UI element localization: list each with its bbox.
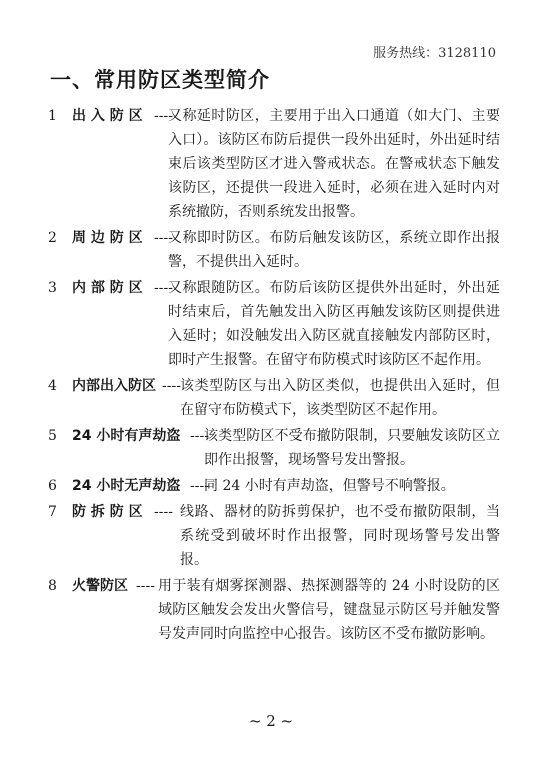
list-item [48,500,500,572]
item-dash: ---- [190,478,209,494]
list-item [48,374,500,422]
item-name: 24 小时无声劫盗 [72,478,181,494]
item-dash: ---- [154,504,173,520]
item-name: 火警防区 [72,578,128,594]
item-number: 2 [48,230,57,246]
item-dash: ---- [190,428,209,444]
item-name: 24 小时有声劫盗 [72,428,181,444]
zone-type-list [48,104,500,648]
item-dash: ---- [154,108,173,124]
item-description: 同 24 小时有声劫盗，但警号不响警报。 [204,478,455,494]
item-description: 又称延时防区，主要用于出入口通道（如大门、主要入口）。该防区布防后提供一段外出延时，外出延时结束后该类型防区才进入警戒状态。在警戒状态下触发该防区，还提供一段进入延时，必须在进入延时内对系统撤防，否则系统发出报警。 [168,108,500,220]
item-number: 1 [48,108,57,124]
item-description: 该类型防区不受布撤防限制，只要触发该防区立即作出报警，现场警号发出警报。 [204,428,500,468]
item-description: 又称跟随防区。布防后该防区提供外出延时，外出延时结束后，首先触发出入防区再触发该防区则提供进入延时；如没触发出入防区就直接触发内部防区时，即时产生报警。在留守布防模式时该防区不起作用。 [168,280,500,368]
section-title: 一、常用防区类型简介 [50,68,270,92]
list-item [48,104,500,224]
item-number: 7 [48,504,57,520]
item-dash: ---- [154,230,173,246]
list-item [48,574,500,646]
list-item [48,424,500,472]
item-number: 6 [48,478,57,494]
hotline: 服务热线：3128110 [373,46,496,61]
item-dash: ---- [154,280,173,296]
item-dash: ---- [162,378,181,394]
list-item [48,276,500,372]
list-item [48,226,500,274]
item-description: 用于装有烟雾探测器、热探测器等的 24 小时设防的区域防区触发会发出火警信号，键盘显示防区号并触发警号发声同时向监控中心报告。该防区不受布撤防影响。 [158,578,500,642]
item-name: 防 拆 防 区 [72,504,143,520]
item-number: 4 [48,378,57,394]
item-name: 内 部 防 区 [72,280,143,296]
item-description: 又称即时防区。布防后触发该防区，系统立即作出报警，不提供出入延时。 [168,230,500,270]
item-description: 线路、器材的防拆剪保护，也不受布撤防限制，当系统受到破坏时作出报警，同时现场警号发出警报。 [180,504,500,568]
page-number: ~ 2 ~ [248,712,294,730]
item-name: 内部出入防区 [72,378,156,394]
list-item [48,474,500,498]
item-number: 3 [48,280,57,296]
item-dash: ---- [136,578,155,594]
item-number: 5 [48,428,57,444]
item-number: 8 [48,578,57,594]
item-description: 该类型防区与出入防区类似，也提供出入延时，但在留守布防模式下，该类型防区不起作用。 [180,378,500,418]
item-name: 出 入 防 区 [72,108,143,124]
item-name: 周 边 防 区 [72,230,143,246]
